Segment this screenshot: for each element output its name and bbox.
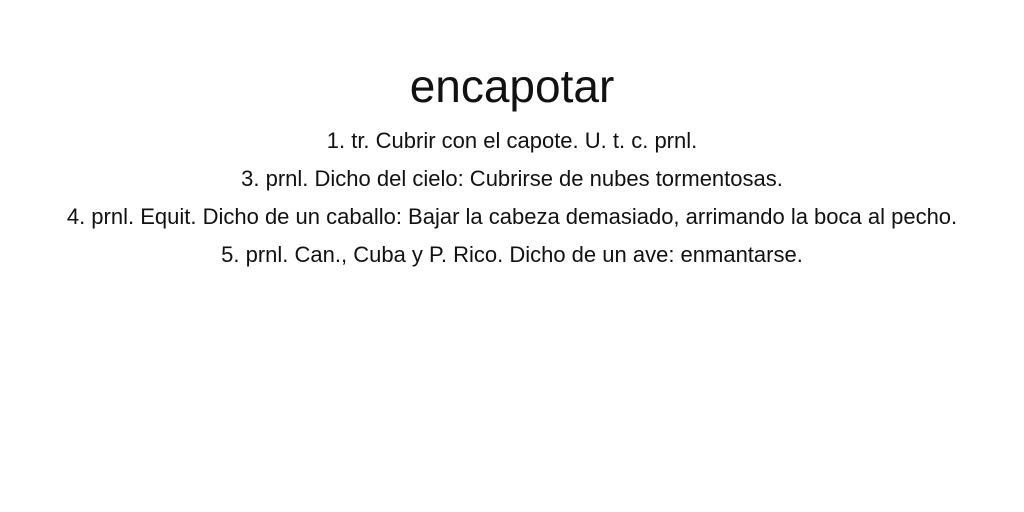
headword: encapotar xyxy=(409,60,615,112)
definition-item: 3. prnl. Dicho del cielo: Cubrirse de nubes tormentosas. xyxy=(241,166,783,191)
definition-item: 4. prnl. Equit. Dicho de un caballo: Bajar la cabeza demasiado, arrimando la boca al pecho. xyxy=(66,204,958,229)
definition-item: 1. tr. Cubrir con el capote. U. t. c. prnl. xyxy=(326,128,698,153)
dictionary-entry xyxy=(62,56,962,274)
definition-list xyxy=(62,122,962,274)
definition-item: 5. prnl. Can., Cuba y P. Rico. Dicho de un ave: enmantarse. xyxy=(221,242,803,267)
